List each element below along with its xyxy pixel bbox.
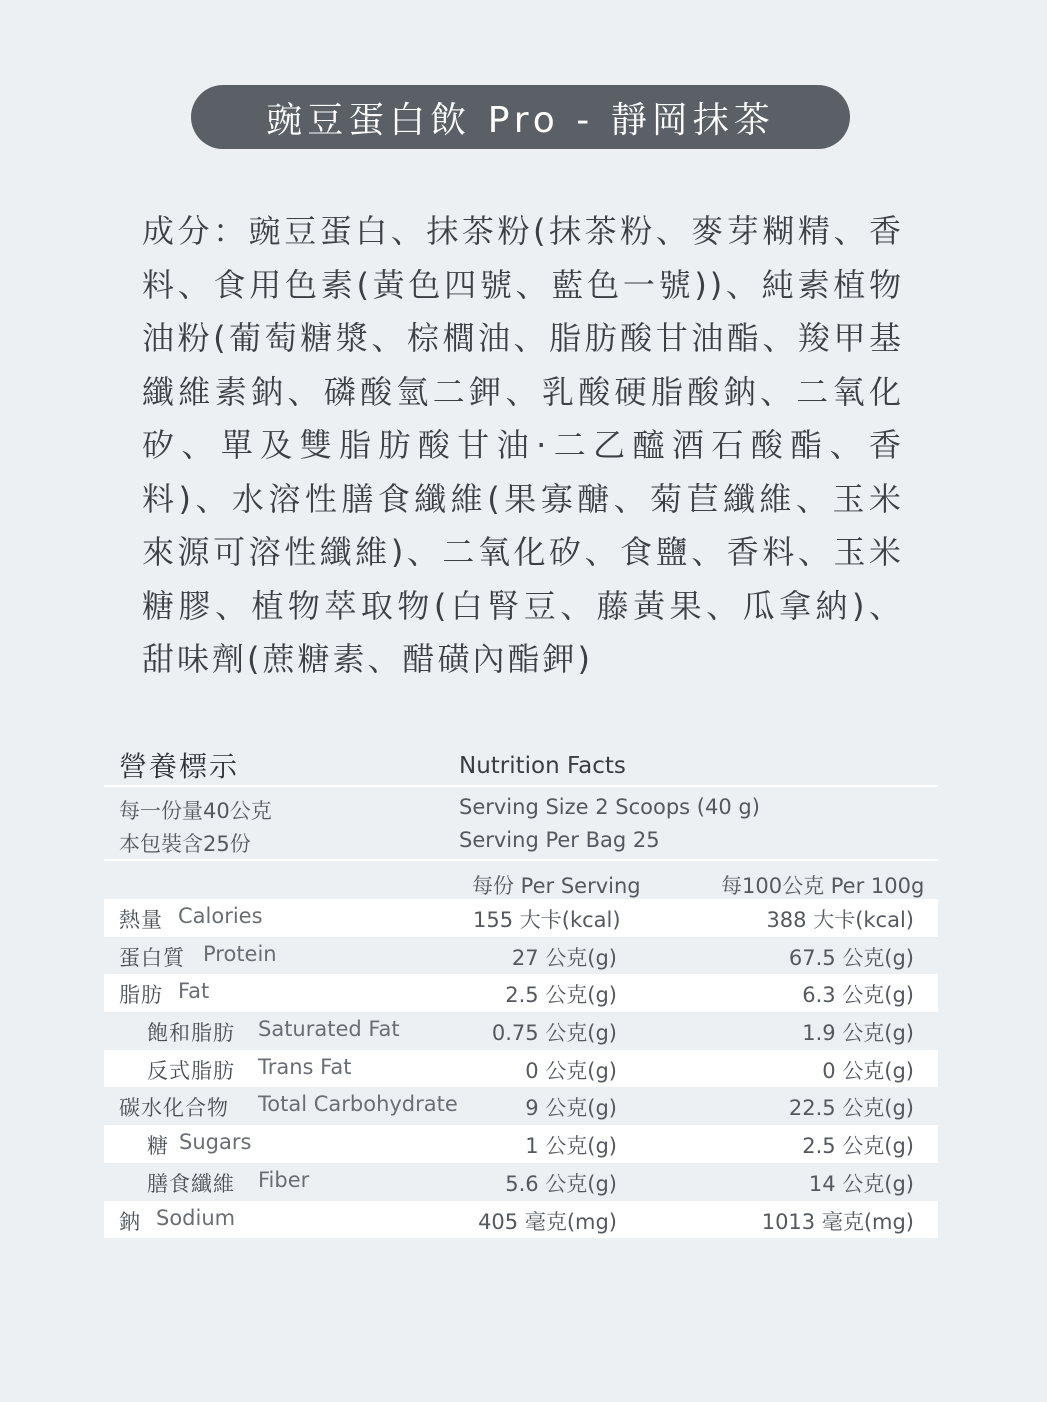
nutrient-name-en: Fiber xyxy=(258,1167,310,1192)
value-per-100g: 67.5 公克(g) xyxy=(788,945,914,970)
nutrient-name-zh: 熱量 xyxy=(119,908,163,932)
nutrient-name-zh: 膳食纖維 xyxy=(147,1171,235,1196)
value-per-serving: 1 公克(g) xyxy=(525,1134,617,1159)
value-per-serving: 2.5 公克(g) xyxy=(505,983,617,1008)
table-row xyxy=(104,1087,938,1125)
ingredients-text: 成分：豌豆蛋白、抹茶粉(抹茶粉、麥芽糊精、香料、食用色素(黃色四號、藍色一號))、純素植物油粉(葡萄糖漿、棕櫚油、脂肪酸甘油酯、羧甲基纖維素鈉、磷酸氫二鉀、乳酸硬脂酸鈉、二氧化矽、單及雙脂肪酸甘油·二乙醯酒石酸酯、香料)、水溶性膳食纖維(果寡醣、菊苣纖維、玉米來源可溶性纖維)、二氧化矽、食鹽、香料、玉米糖膠、植物萃取物(白腎豆、藤黃果、瓜拿納)、甜味劑(蔗糖素、醋磺內酯鉀) xyxy=(142,212,904,678)
nutrient-name-en: Sodium xyxy=(156,1205,236,1230)
table-row xyxy=(104,1201,938,1239)
serving-size-zh: 每一份量40公克 xyxy=(119,799,272,823)
nutrient-name-en: Fat xyxy=(178,979,210,1004)
value-per-100g: 14 公克(g) xyxy=(808,1171,914,1196)
value-per-serving: 27 公克(g) xyxy=(511,945,617,970)
value-per-serving: 5.6 公克(g) xyxy=(505,1171,617,1196)
value-per-100g: 1.9 公克(g) xyxy=(802,1021,914,1046)
nutrient-name-en: Saturated Fat xyxy=(258,1017,400,1042)
table-row xyxy=(104,937,938,975)
nutrient-name-en: Protein xyxy=(203,941,277,966)
nutrient-name-zh: 反式脂肪 xyxy=(147,1058,235,1083)
table-row xyxy=(104,974,938,1012)
nutrient-name-zh: 脂肪 xyxy=(119,983,163,1008)
col-per-serving: 每份 Per Serving xyxy=(472,874,641,898)
value-per-100g: 2.5 公克(g) xyxy=(802,1134,914,1159)
value-per-serving: 405 毫克(mg) xyxy=(478,1209,617,1234)
nutrient-name-zh: 鈉 xyxy=(119,1209,141,1234)
product-title-banner xyxy=(191,85,850,149)
value-per-serving: 0.75 公克(g) xyxy=(491,1021,617,1046)
nutrition-facts-table xyxy=(104,745,938,1238)
serving-info xyxy=(104,787,938,861)
table-row xyxy=(104,1125,938,1163)
nutrition-heading-en: Nutrition Facts xyxy=(459,753,626,779)
value-per-100g: 1013 毫克(mg) xyxy=(761,1209,914,1234)
nutrition-heading-zh: 營養標示 xyxy=(119,750,240,783)
servings-per-bag-en: Serving Per Bag 25 xyxy=(459,828,660,852)
nutrient-name-zh: 飽和脂肪 xyxy=(147,1021,235,1046)
nutrient-name-zh: 碳水化合物 xyxy=(119,1096,229,1121)
table-row xyxy=(104,899,938,937)
nutrient-name-zh: 蛋白質 xyxy=(119,945,185,970)
product-title: 豌豆蛋白飲 Pro - 靜岡抹茶 xyxy=(266,99,775,141)
nutrient-name-en: Trans Fat xyxy=(258,1054,352,1079)
serving-size-en: Serving Size 2 Scoops (40 g) xyxy=(459,795,760,819)
value-per-100g: 0 公克(g) xyxy=(822,1058,914,1083)
nutrient-name-zh: 糖 xyxy=(147,1134,169,1159)
value-per-serving: 9 公克(g) xyxy=(525,1096,617,1121)
table-row xyxy=(104,1163,938,1201)
servings-per-bag-zh: 本包裝含25份 xyxy=(119,832,251,856)
value-per-100g: 388 大卡(kcal) xyxy=(766,908,914,932)
value-per-serving: 0 公克(g) xyxy=(525,1058,617,1083)
nutrient-name-en: Total Carbohydrate xyxy=(258,1092,458,1117)
value-per-100g: 22.5 公克(g) xyxy=(788,1096,914,1121)
table-row xyxy=(104,1050,938,1088)
nutrition-header xyxy=(104,745,938,787)
nutrient-name-en: Sugars xyxy=(179,1130,252,1155)
col-per-100g: 每100公克 Per 100g xyxy=(721,874,925,898)
value-per-100g: 6.3 公克(g) xyxy=(802,983,914,1008)
nutrient-name-en: Calories xyxy=(178,904,263,928)
column-headers xyxy=(104,861,938,899)
table-row xyxy=(104,1012,938,1050)
value-per-serving: 155 大卡(kcal) xyxy=(473,908,621,932)
